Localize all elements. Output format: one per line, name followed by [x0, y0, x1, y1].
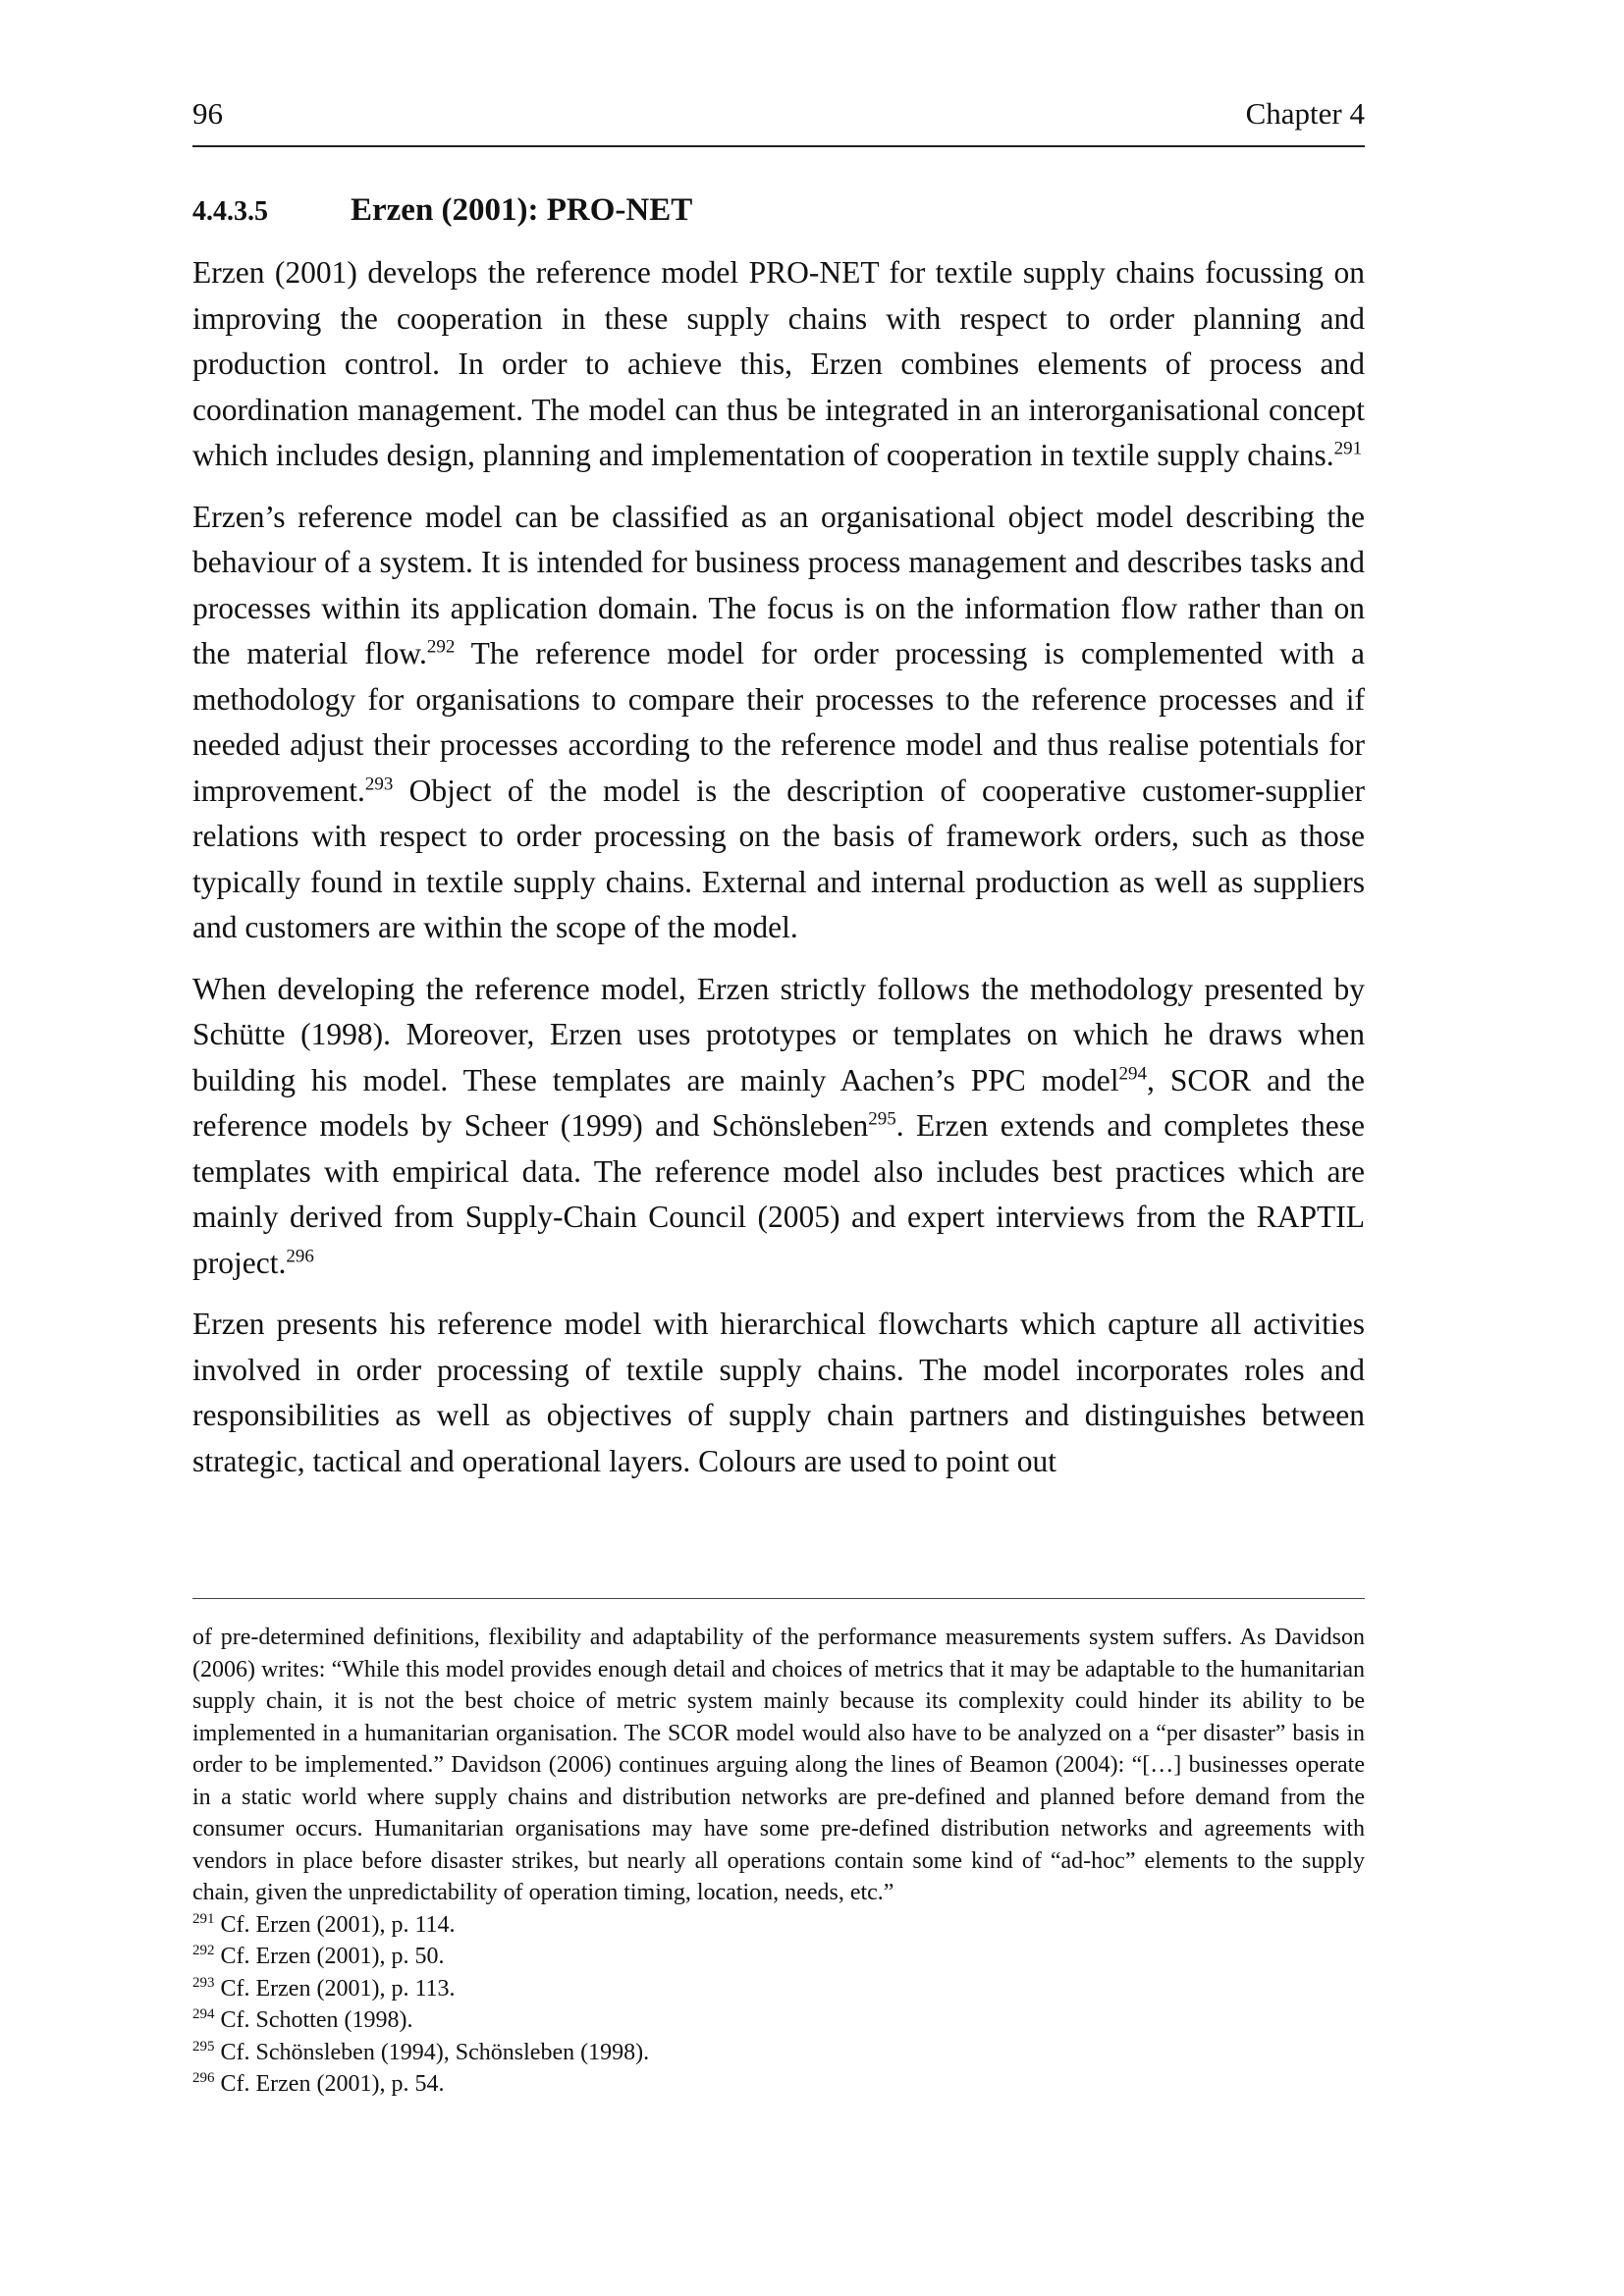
paragraph-4: [192, 1302, 1365, 1484]
footnote-number: 296: [192, 2070, 215, 2086]
footnote-295: [192, 2037, 1365, 2069]
paragraph-text: When developing the reference model, Erzen strictly follows the methodology presented by Schütte (1998). Moreover, Erzen uses prototypes or templates on which he draws when building his model. These templates are mainly Aachen’s PPC model: [192, 971, 1365, 1097]
footnote-ref[interactable]: 293: [364, 774, 394, 794]
paragraph-text: Erzen (2001) develops the reference model PRO-NET for textile supply chains focussing on improving the cooperation in these supply chains with respect to order planning and production control. In order to achieve this, Erzen combines elements of process and coordination management. The model can thus be integrated in an interorganisational concept which includes design, planning and implementation of cooperation in textile supply chains.: [192, 255, 1365, 472]
paragraph-text: , SCOR and the reference models by Scheer (1999) and Schönsleben: [192, 1062, 1365, 1143]
footnote-ref[interactable]: 291: [1333, 438, 1363, 459]
footnote-number: 291: [192, 1910, 215, 1927]
footnote-ref[interactable]: 295: [868, 1108, 896, 1130]
footnote-number: 292: [192, 1943, 215, 1958]
footnote-number: 293: [192, 1974, 215, 1991]
footnote-text: Cf. Erzen (2001), p. 114.: [220, 1911, 456, 1938]
paragraph-3: [192, 967, 1365, 1287]
footnote-number: 295: [192, 2038, 215, 2055]
paragraph-text: Object of the model is the description of cooperative customer-supplier relations with respect to order processing on the basis of framework orders, such as those typically found in textile supply chains. External and internal production as well as suppliers and customers are within the scope of the model.: [192, 773, 1365, 944]
page-header: [192, 96, 1365, 147]
footnote-divider: [192, 1598, 1365, 1599]
footnote-text: Cf. Erzen (2001), p. 113.: [220, 1975, 456, 2002]
section-title: Erzen (2001): PRO-NET: [351, 192, 693, 228]
footnote-292: [192, 1941, 1365, 1973]
footnote-296: [192, 2068, 1365, 2101]
footnote-continuation: of pre-determined definitions, flexibility and adaptability of the performance measurements system suffers. As Davidson (2006) writes: “While this model provides enough detail and choices of metrics that it may be adaptable to the humanitarian supply chain, it is not the best choice of metric system mainly because its complexity could hinder its ability to be implemented in a humanitarian organisation. The SCOR model would also have to be analyzed on a “per disaster” basis in order to be implemented.” Davidson (2006) continues arguing along the lines of Beamon (2004): “[…] businesses operate in a static world where supply chains and distribution networks are pre-defined and planned before demand from the consumer occurs. Humanitarian organisations may have some pre-defined distribution networks and agreements with vendors in place before disaster strikes, but nearly all operations contain some kind of “ad-hoc” elements to the supply chain, given the unpredictability of operation timing, location, needs, etc.”: [192, 1625, 1365, 1905]
footnote-text: Cf. Schotten (1998).: [220, 2007, 413, 2033]
footnote-text: Cf. Erzen (2001), p. 50.: [220, 1944, 445, 1969]
footnote-number: 294: [192, 2006, 215, 2022]
footnote-294: [192, 2004, 1365, 2037]
page-number: 96: [192, 96, 223, 131]
chapter-label: Chapter 4: [1245, 96, 1365, 131]
footnote-ref[interactable]: 294: [1118, 1063, 1147, 1084]
paragraph-text: . Erzen extends and completes these templates with empirical data. The reference model also includes best practices which are mainly derived from Supply-Chain Council (2005) and expert interviews from the RAPTIL project.: [192, 1108, 1365, 1280]
footnote-293: [192, 1973, 1365, 2005]
footnote-text: Cf. Erzen (2001), p. 54.: [220, 2071, 445, 2097]
paragraph-1: [192, 250, 1365, 479]
footnote-text: Cf. Schönsleben (1994), Schönsleben (1998).: [220, 2039, 650, 2065]
section-number: 4.4.3.5: [192, 196, 268, 227]
section-heading: [192, 192, 692, 229]
footnotes: [192, 1622, 1365, 2101]
paragraph-2: [192, 495, 1365, 951]
footnote-ref[interactable]: 292: [426, 636, 456, 658]
paragraph-text: Erzen presents his reference model with hierarchical flowcharts which capture all activities involved in order processing of textile supply chains. The model incorporates roles and responsibilities as well as objectives of supply chain partners and distinguishes between strategic, tactical and operational layers. Colours are used to point out: [192, 1307, 1365, 1478]
footnote-ref[interactable]: 296: [286, 1246, 314, 1266]
paragraph-text: Erzen’s reference model can be classified as an organisational object model describing the behaviour of a system. It is intended for business process management and describes tasks and processes within its application domain. The focus is on the information flow rather than on the material flow.: [192, 499, 1365, 670]
footnote-291: [192, 1909, 1365, 1942]
body-text: [192, 250, 1365, 1500]
paragraph-text: The reference model for order processing is complemented with a methodology for organisations to compare their processes to the reference processes and if needed adjust their processes according to the reference model and thus realise potentials for improvement.: [192, 636, 1365, 808]
